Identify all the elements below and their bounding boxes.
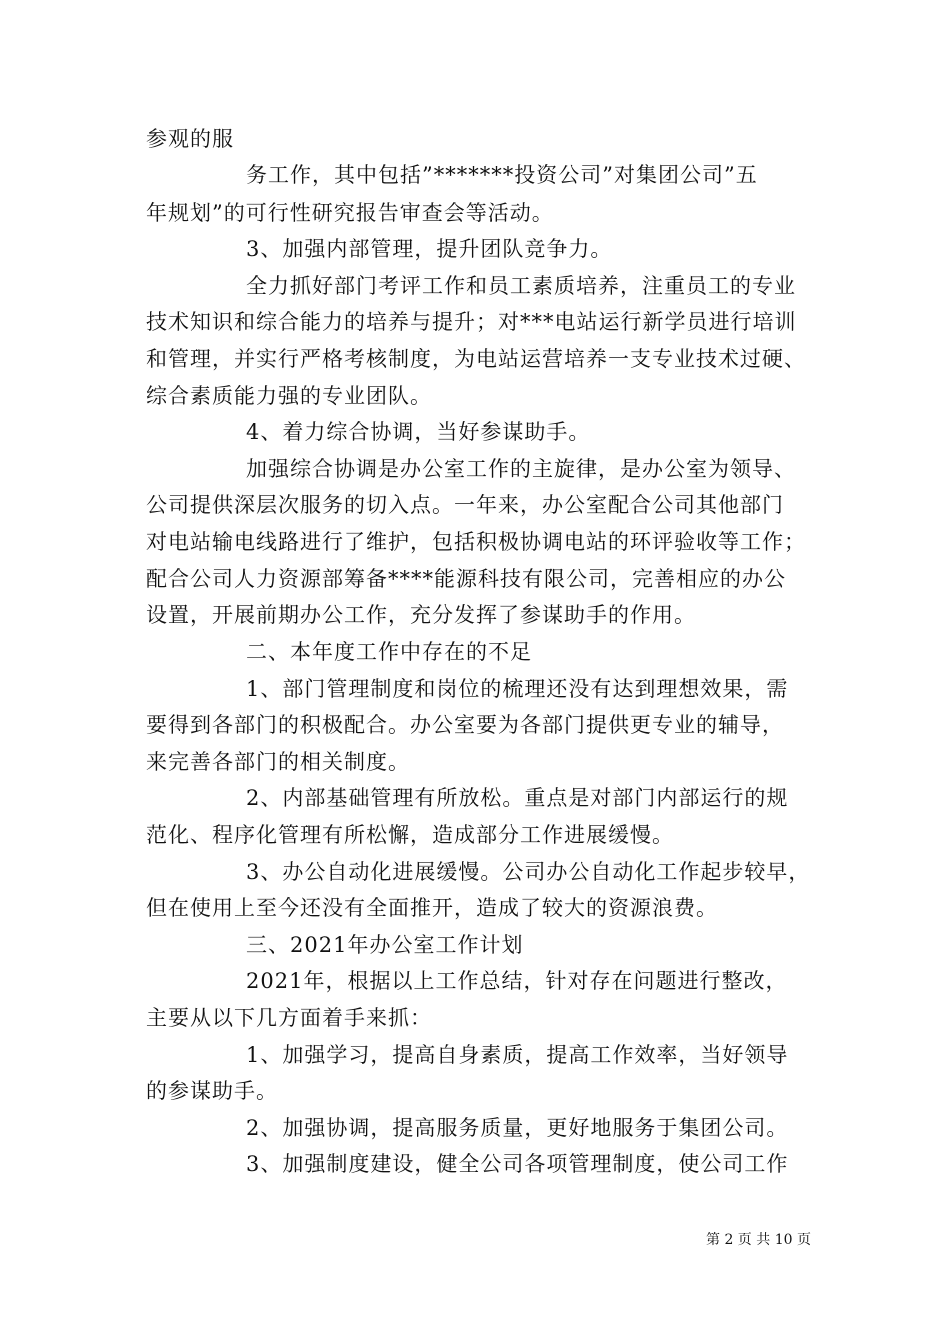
text-line: 1、部门管理制度和岗位的梳理还没有达到理想效果，需 bbox=[246, 677, 789, 701]
text-line: 3、办公自动化进展缓慢。公司办公自动化工作起步较早， bbox=[246, 860, 811, 884]
text-line: 但在使用上至今还没有全面推开，造成了较大的资源浪费。 bbox=[146, 896, 718, 920]
text-line: 技术知识和综合能力的培养与提升；对***电站运行新学员进行培训 bbox=[146, 310, 797, 334]
text-line: 设置，开展前期办公工作，充分发挥了参谋助手的作用。 bbox=[146, 603, 696, 627]
text-line: 务工作，其中包括”*******投资公司”对集团公司”五 bbox=[246, 163, 758, 187]
text-line: 来完善各部门的相关制度。 bbox=[146, 750, 410, 774]
text-line: 公司提供深层次服务的切入点。一年来，办公室配合公司其他部门 bbox=[146, 493, 784, 517]
text-line: 4、着力综合协调，当好参谋助手。 bbox=[246, 420, 591, 444]
text-line: 2、加强协调，提高服务质量，更好地服务于集团公司。 bbox=[246, 1116, 789, 1140]
text-line: 主要从以下几方面着手来抓： bbox=[146, 1006, 432, 1030]
text-line: 对电站输电线路进行了维护，包括积极协调电站的环评验收等工作； bbox=[146, 530, 806, 554]
text-line: 年规划”的可行性研究报告审查会等活动。 bbox=[146, 201, 554, 225]
text-line: 加强综合协调是办公室工作的主旋律，是办公室为领导、 bbox=[246, 457, 796, 481]
text-line: 全力抓好部门考评工作和员工素质培养，注重员工的专业 bbox=[246, 274, 796, 298]
text-line: 要得到各部门的积极配合。办公室要为各部门提供更专业的辅导， bbox=[146, 713, 784, 737]
page-footer: 第 2 页 共 10 页 bbox=[706, 1232, 811, 1248]
text-line: 的参谋助手。 bbox=[146, 1079, 278, 1103]
section-heading: 三、2021年办公室工作计划 bbox=[246, 933, 524, 957]
text-line: 2021年，根据以上工作总结，针对存在问题进行整改， bbox=[246, 969, 788, 993]
text-line: 1、加强学习，提高自身素质，提高工作效率，当好领导 bbox=[246, 1043, 789, 1067]
text-line: 和管理，并实行严格考核制度，为电站运营培养一支专业技术过硬、 bbox=[146, 347, 806, 371]
text-line: 3、加强制度建设，健全公司各项管理制度，使公司工作 bbox=[246, 1152, 789, 1176]
text-line: 配合公司人力资源部筹备****能源科技有限公司，完善相应的办公 bbox=[146, 567, 786, 591]
text-line: 参观的服 bbox=[146, 127, 234, 151]
text-line: 综合素质能力强的专业团队。 bbox=[146, 384, 432, 408]
text-line: 3、加强内部管理，提升团队竞争力。 bbox=[246, 237, 613, 261]
text-line: 2、内部基础管理有所放松。重点是对部门内部运行的规 bbox=[246, 786, 789, 810]
text-line: 范化、程序化管理有所松懈，造成部分工作进展缓慢。 bbox=[146, 823, 674, 847]
section-heading: 二、本年度工作中存在的不足 bbox=[246, 640, 532, 664]
